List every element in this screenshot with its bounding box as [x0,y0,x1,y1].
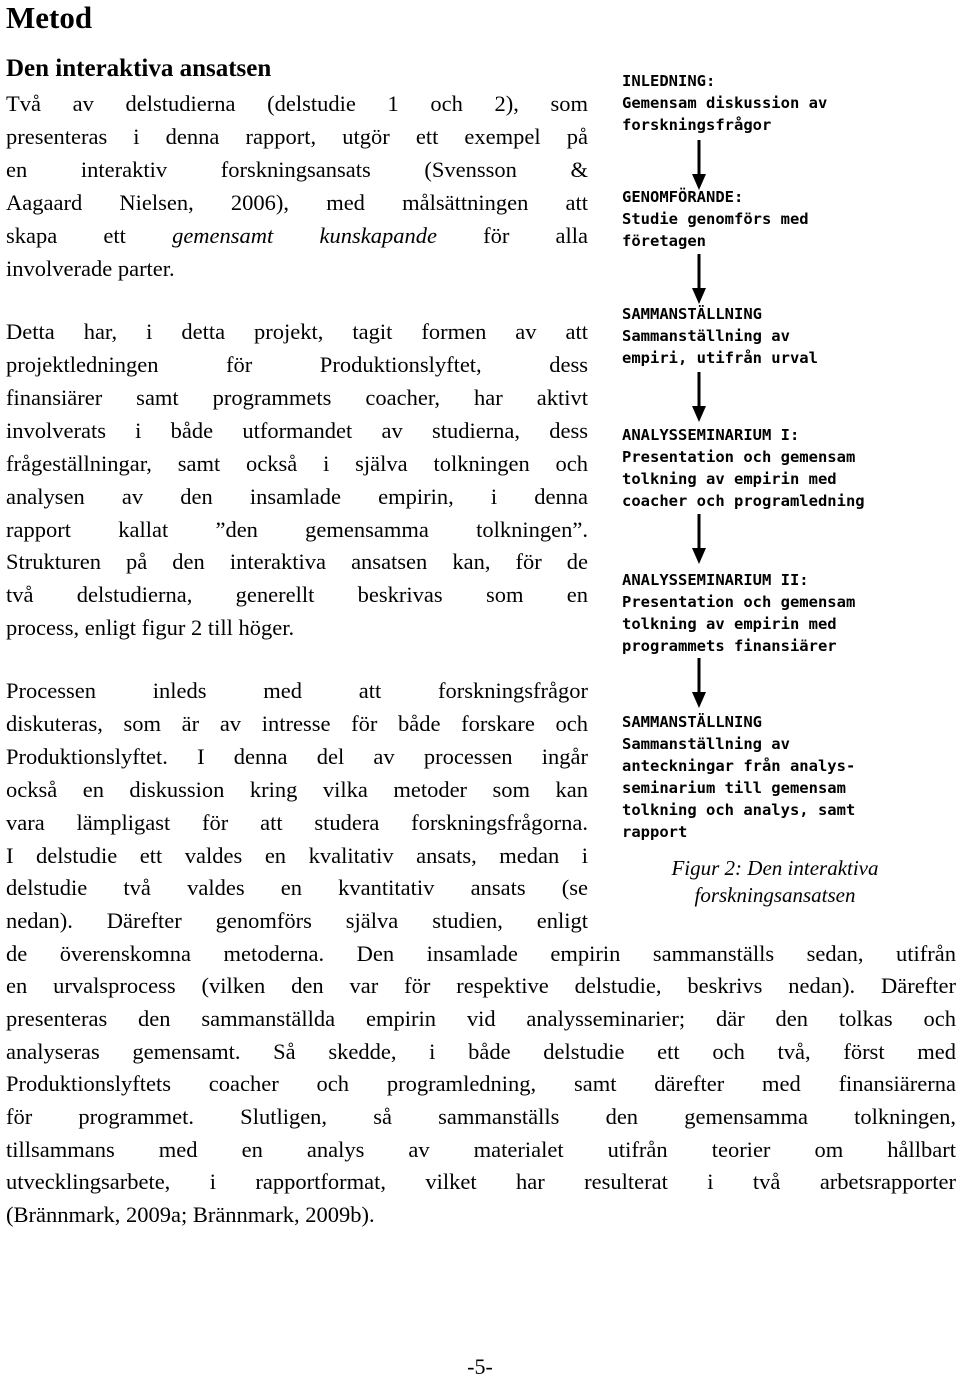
process-step: GENOMFÖRANDE: Studie genomförs med företagen [622,188,809,250]
text-line: vara lämpligast för att studera forskningsfrågorna. [6,810,588,835]
text-line: diskuteras, som är av intresse för både forskare och [6,711,588,736]
text-line: Produktionslyftet. I denna del av processen ingår [6,744,588,769]
process-step: SAMMANSTÄLLNING Sammanställning av empiri, utifrån urval [622,305,818,367]
text-line: analyseras gemensamt. Så skedde, i både delstudie ett och två, först med [6,1039,956,1064]
figure-caption: forskningsansatsen [694,883,856,907]
emphasis-text: gemensamt kunskapande [172,223,437,248]
down-arrow-icon [689,254,709,304]
text-line: Detta har, i detta projekt, tagit formen av att [6,319,588,344]
text-line: Produktionslyftets coacher och programledning, samt därefter med finansiärerna [6,1071,956,1096]
text-run: skapa ett [6,223,173,248]
text-line: en interaktiv forskningsansats (Svensson & [6,157,588,182]
process-step: ANALYSSEMINARIUM II: Presentation och gemensam tolkning av empirin med programmets finansiärer [622,571,856,655]
page-title: Metod [6,0,93,35]
text-line: också en diskussion kring vilka metoder som kan [6,777,588,802]
text-line: nedan). Därefter genomförs själva studien, enligt [6,908,588,933]
text-line: rapport kallat ”den gemensamma tolkningen”. [6,517,588,542]
text-line: involverats i både utformandet av studierna, dess [6,418,588,443]
text-line: finansiärer samt programmets coacher, har aktivt [6,385,588,410]
process-step: ANALYSSEMINARIUM I: Presentation och gemensam tolkning av empirin med coacher och programledning [622,426,865,510]
process-step: SAMMANSTÄLLNING Sammanställning av anteckningar från analys- seminarium till gemensam tolkning och analys, samt rapport [622,713,856,841]
text-line: analysen av den insamlade empirin, i denna [6,484,588,509]
down-arrow-icon [689,514,709,564]
down-arrow-icon [689,658,709,708]
text-line: involverade parter. [6,256,175,281]
text-line: Två av delstudierna (delstudie 1 och 2), som [6,91,588,116]
process-step: INLEDNING: Gemensam diskussion av forskningsfrågor [622,72,828,134]
text-line: delstudie två valdes en kvantitativ ansats (se [6,875,588,900]
text-line: utvecklingsarbete, i rapportformat, vilket har resulterat i två arbetsrapporter [6,1169,956,1194]
text-line: (Brännmark, 2009a; Brännmark, 2009b). [6,1202,375,1227]
figure-caption: Figur 2: Den interaktiva [671,856,879,880]
text-line: de överenskomna metoderna. Den insamlade empirin sammanställs sedan, utifrån [6,941,956,966]
down-arrow-icon [689,372,709,422]
text-line: Aagaard Nielsen, 2006), med målsättningen att [6,190,588,215]
text-line: Processen inleds med att forskningsfrågor [6,678,588,703]
down-arrow-icon [689,140,709,190]
text-line: process, enligt figur 2 till höger. [6,615,295,640]
text-line: presenteras den sammanställda empirin vid analysseminarier; där den tolkas och [6,1006,956,1031]
text-line: frågeställningar, samt också i själva tolkningen och [6,451,588,476]
text-line: en urvalsprocess (vilken den var för respektive delstudie, beskrivs nedan). Därefter [6,973,956,998]
text-line: två delstudierna, generellt beskrivas som en [6,582,588,607]
text-line: projektledningen för Produktionslyftet, dess [6,352,588,377]
text-line: för programmet. Slutligen, så sammanställs den gemensamma tolkningen, [6,1104,956,1129]
page-number: -5- [467,1354,493,1379]
text-line: Strukturen på den interaktiva ansatsen kan, för de [6,549,588,574]
text-run: för alla [436,223,588,248]
text-line: I delstudie ett valdes en kvalitativ ansats, medan i [6,843,588,868]
text-line: tillsammans med en analys av materialet utifrån teorier om hållbart [6,1137,956,1162]
text-line [6,220,588,252]
text-line: presenteras i denna rapport, utgör ett exempel på [6,124,588,149]
section-heading: Den interaktiva ansatsen [6,55,272,82]
